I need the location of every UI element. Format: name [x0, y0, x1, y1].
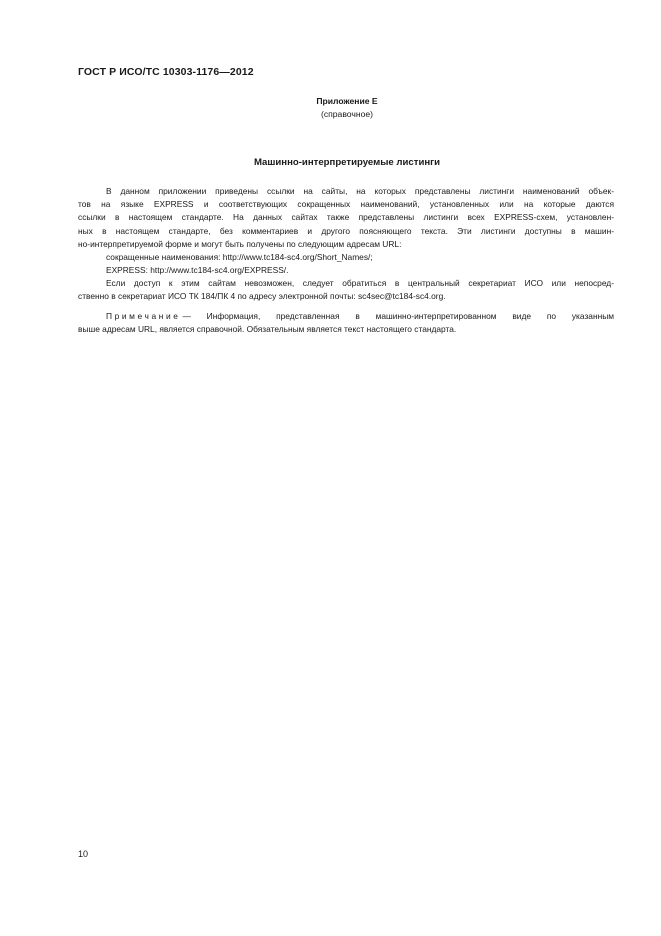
note-label: Примечание: [106, 311, 181, 321]
note-line: [106, 310, 614, 322]
page-number: 10: [78, 849, 89, 859]
note-text: — Информация, представленная в машинно-интерпретированном виде по указанным: [182, 311, 614, 321]
standard-designation: ГОСТ Р ИСО/ТС 10303-1176—2012: [78, 66, 254, 78]
paragraph-line: В данном приложении приведены ссылки на сайты, на которых представлены листинги наименований объек-: [106, 186, 614, 196]
url-line-short-names: сокращенные наименования: http://www.tc184-sc4.org/Short_Names/;: [106, 252, 373, 262]
paragraph-line: ственно в секретариат ИСО ТК 184/ПК 4 по адресу электронной почты: sc4sec@tc184-sc4.org.: [78, 291, 446, 301]
url-line-express: EXPRESS: http://www.tc184-sc4.org/EXPRESS/.: [106, 265, 289, 275]
appendix-subtitle: (справочное): [320, 109, 374, 119]
paragraph-line: Если доступ к этим сайтам невозможен, следует обратиться в центральный секретариат ИСО или непосред-: [106, 278, 614, 288]
paragraph-line: тов на языке EXPRESS и соответствующих сокращенных наименований, установленных или на которые даются: [78, 199, 614, 209]
paragraph-line: но-интерпретируемой форме и могут быть получены по следующим адресам URL:: [78, 239, 402, 249]
paragraph-line: ссылки в настоящем стандарте. На данных сайтах также представлены листинги всех EXPRESS-схем, установлен-: [78, 212, 614, 222]
appendix-title: Приложение Е: [316, 96, 378, 106]
paragraph-line: ных в настоящем стандарте, без комментариев и другого поясняющего текста. Эти листинги доступны в машин-: [78, 226, 614, 236]
note-line-2: выше адресам URL, является справочной. Обязательным является текст настоящего стандарта.: [78, 324, 457, 334]
section-title: Машинно-интерпретируемые листинги: [253, 157, 441, 168]
